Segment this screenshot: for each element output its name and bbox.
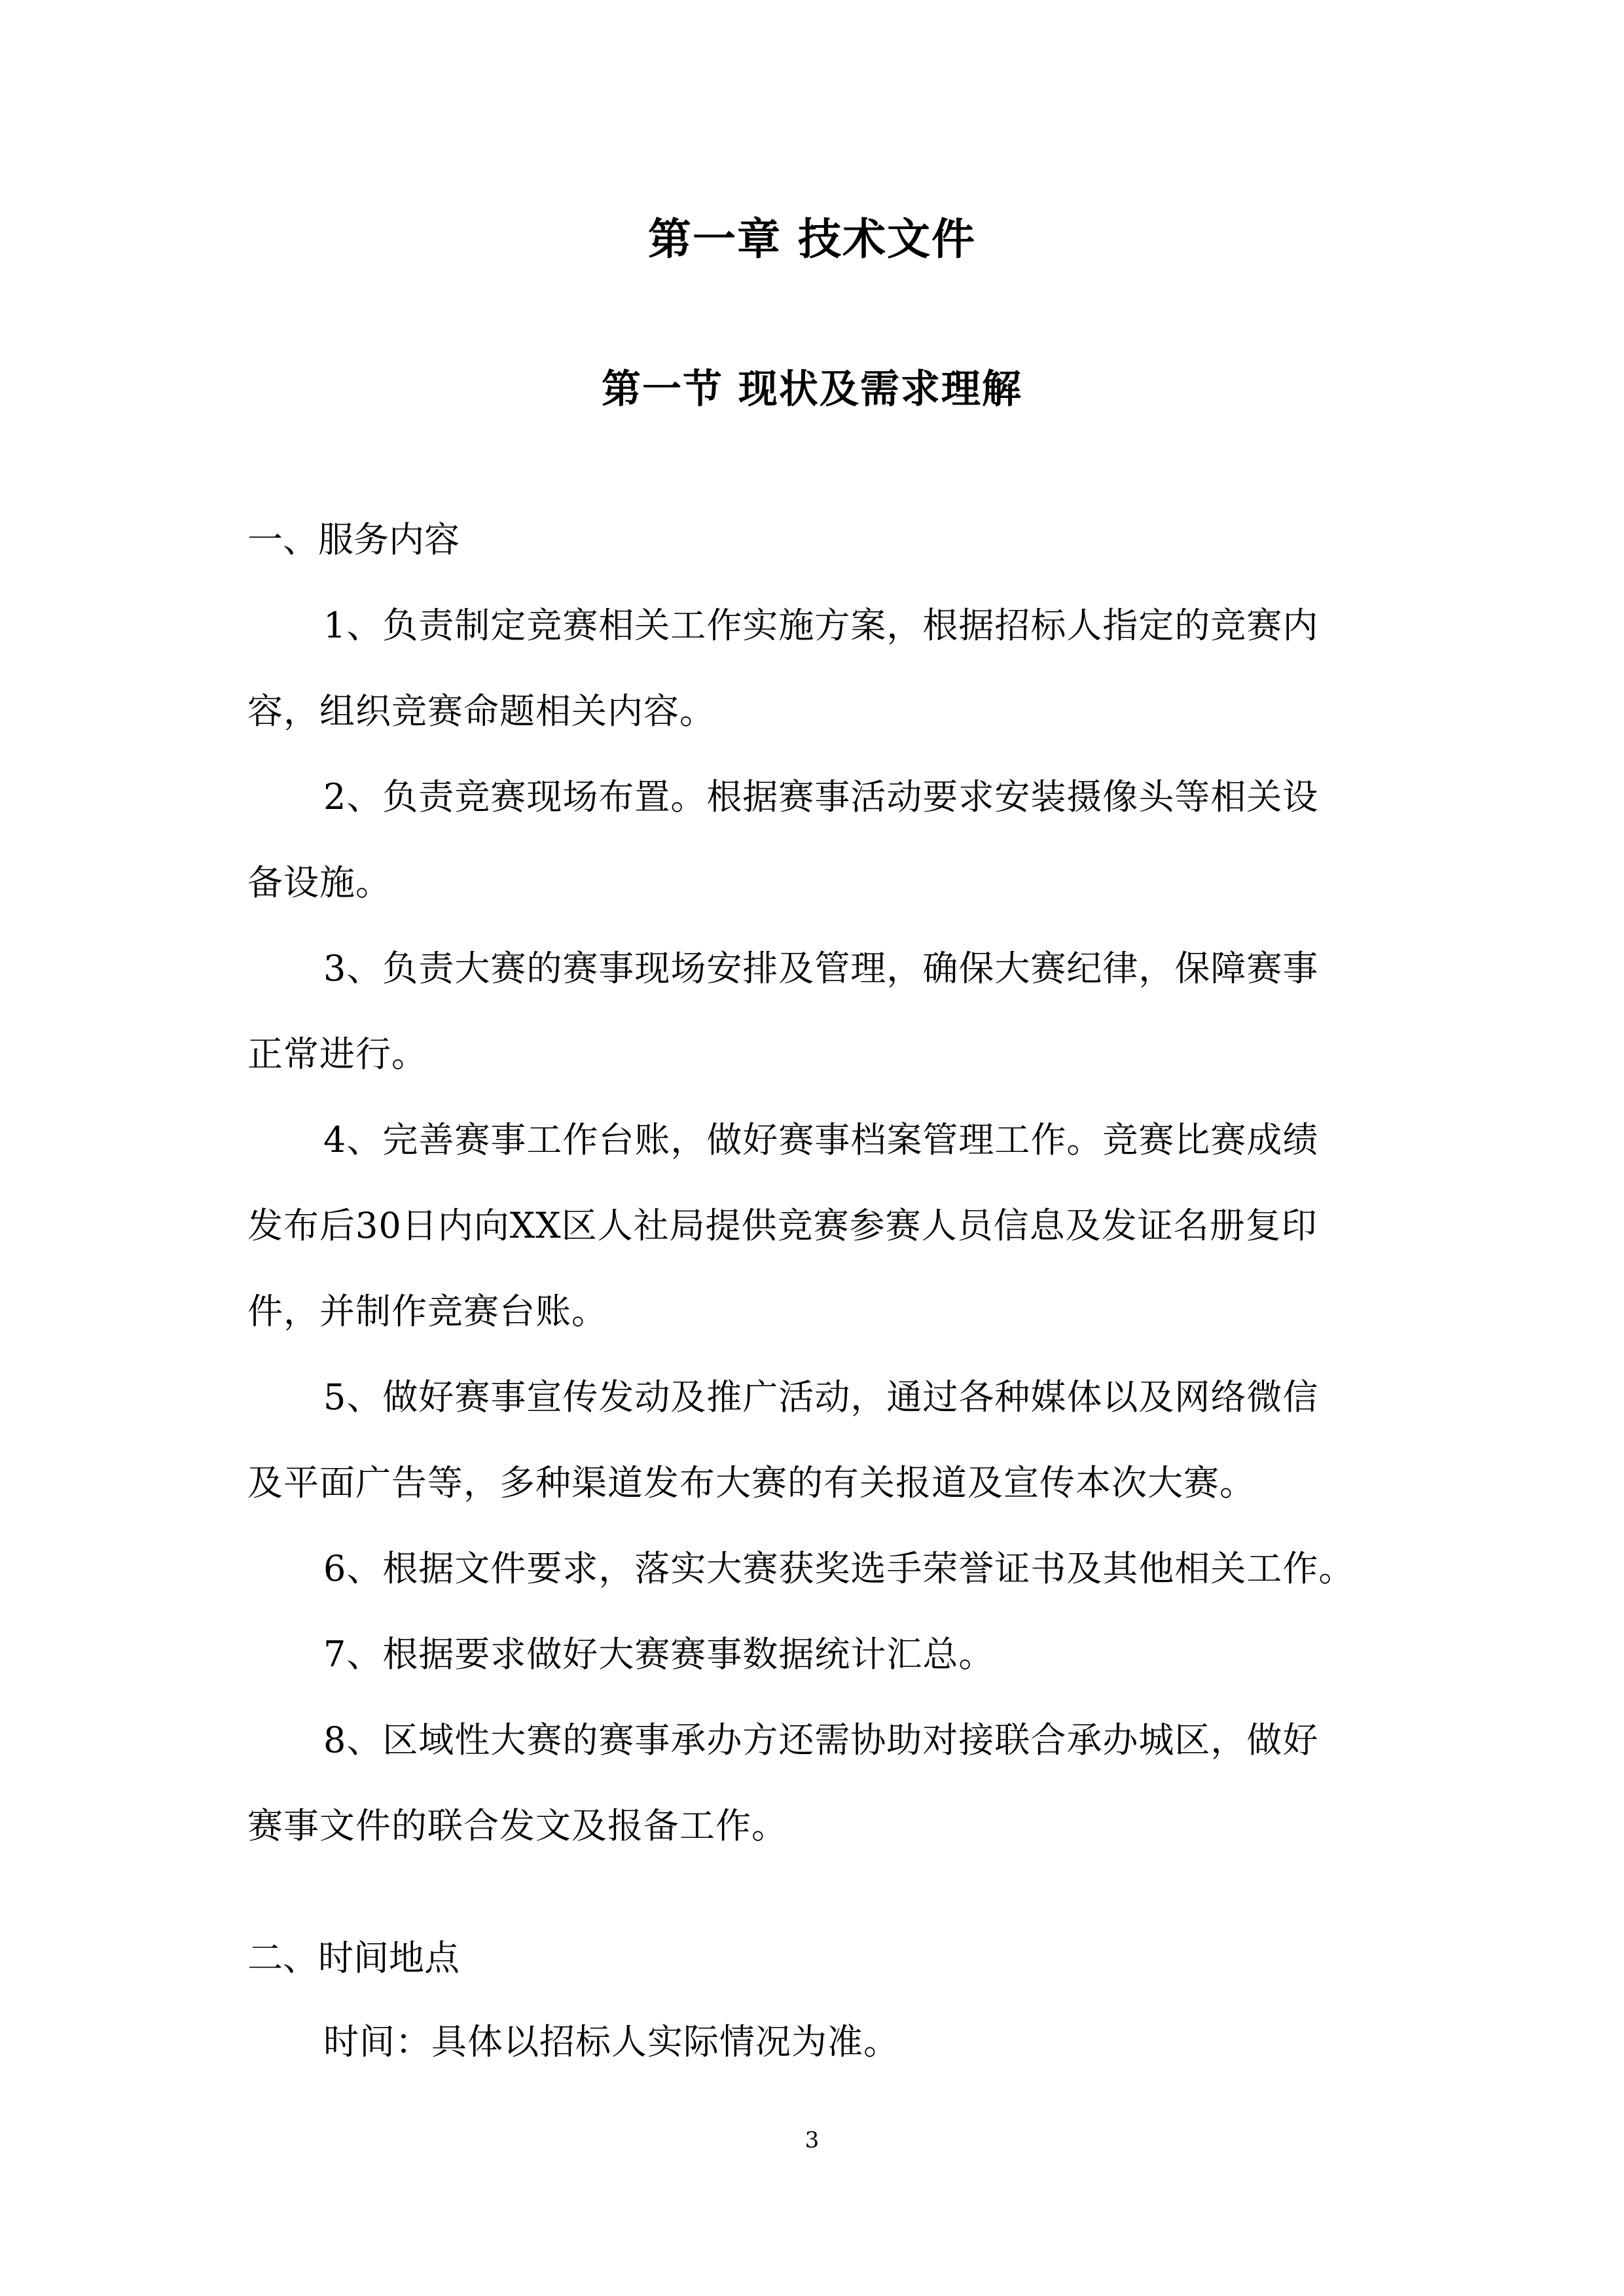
item-line: 及平面广告等，多种渠道发布大赛的有关报道及宣传本次大赛。 <box>247 1462 1255 1503</box>
list-item <box>247 1526 1381 1611</box>
item-line: 1、负责制定竞赛相关工作实施方案，根据招标人指定的竞赛内 <box>323 605 1319 646</box>
item-line: 3、负责大赛的赛事现场安排及管理，确保大赛纪律，保障赛事 <box>323 948 1319 989</box>
item-line: 2、负责竞赛现场布置。根据赛事活动要求安装摄像头等相关设 <box>323 776 1319 817</box>
list-item <box>247 754 1381 925</box>
section-heading-time-place: 二、时间地点 <box>247 1937 460 1979</box>
list-item <box>247 925 1381 1097</box>
section-title: 第一节 现状及需求理解 <box>602 367 1022 412</box>
item-line: 4、完善赛事工作台账，做好赛事档案管理工作。竞赛比赛成绩 <box>323 1119 1319 1160</box>
list-item <box>247 583 1381 754</box>
item-line: 5、做好赛事宣传发动及推广活动，通过各种媒体以及网络微信 <box>323 1376 1319 1418</box>
chapter-title: 第一章 技术文件 <box>648 214 976 264</box>
item-line: 7、根据要求做好大赛赛事数据统计汇总。 <box>323 1634 995 1675</box>
item-line: 备设施。 <box>247 862 391 903</box>
item-line: 容，组织竞赛命题相关内容。 <box>247 691 715 732</box>
item-line: 时间：具体以招标人实际情况为准。 <box>323 2021 899 2062</box>
item-line: 正常进行。 <box>247 1033 427 1075</box>
item-line: 8、区域性大赛的赛事承办方还需协助对接联合承办城区，做好 <box>323 1719 1319 1761</box>
item-line: 赛事文件的联合发文及报备工作。 <box>247 1805 787 1846</box>
list-item <box>247 1697 1381 1869</box>
section-heading-service-content: 一、服务内容 <box>247 519 460 560</box>
list-item <box>247 1611 1381 1697</box>
list-item <box>247 1354 1381 1526</box>
item-line: 件，并制作竞赛台账。 <box>247 1291 607 1332</box>
item-line: 发布后30日内向XX区人社局提供竞赛参赛人员信息及发证名册复印 <box>247 1205 1318 1246</box>
list-item <box>247 1999 1381 2085</box>
item-line: 6、根据文件要求，落实大赛获奖选手荣誉证书及其他相关工作。 <box>323 1548 1355 1589</box>
list-item <box>247 1097 1381 1354</box>
page-number: 3 <box>804 2127 820 2153</box>
